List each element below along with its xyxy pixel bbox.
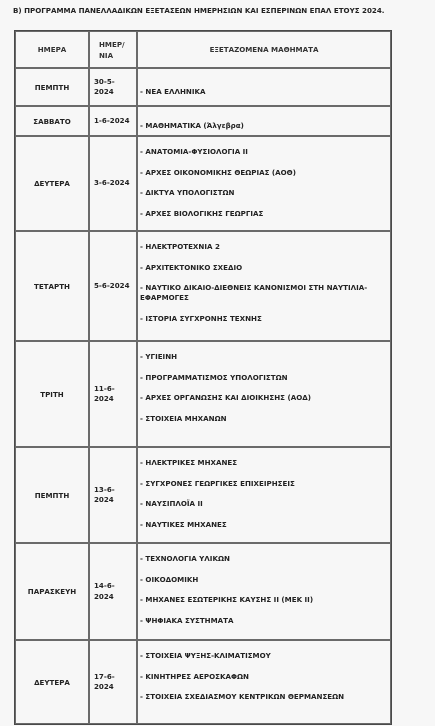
row-date — [89, 640, 137, 724]
table-row — [15, 231, 391, 341]
subject-item: - ΣΥΓΧΡΟΝΕΣ ΓΕΩΡΓΙΚΕΣ ΕΠΙΧΕΙΡΗΣΕΙΣ — [140, 478, 295, 488]
subject-item: - ΑΡΧΕΣ ΒΙΟΛΟΓΙΚΗΣ ΓΕΩΡΓΙΑΣ — [140, 208, 264, 218]
row-subjects — [137, 231, 391, 341]
row-date-line1: 3-6-2024 — [94, 178, 130, 188]
row-day: ΤΡΙΤΗ — [15, 341, 89, 447]
exam-schedule-table — [14, 30, 392, 725]
table-row — [15, 447, 391, 543]
subject-item: - ΑΡΧΕΣ ΟΡΓΑΝΩΣΗΣ ΚΑΙ ΔΙΟΙΚΗΣΗΣ (ΑΟΔ) — [140, 393, 311, 402]
subject-item: - ΣΤΟΙΧΕΙΑ ΜΗΧΑΝΩΝ — [140, 413, 227, 423]
row-date-line2: 2024 — [94, 87, 114, 96]
table-row — [15, 68, 391, 106]
header-date-line1: ΗΜΕΡ/ — [99, 39, 125, 49]
row-date-line1: 13-6- — [94, 484, 115, 494]
header-day: ΗΜΕΡΑ — [15, 31, 89, 68]
subject-item: - ΝΕΑ ΕΛΛΗΝΙΚΑ — [140, 87, 206, 96]
subject-item: - ΑΡΧΕΣ ΟΙΚΟΝΟΜΙΚΗΣ ΘΕΩΡΙΑΣ (ΑΟΘ) — [140, 167, 296, 177]
subject-item: - ΑΝΑΤΟΜΙΑ-ΦΥΣΙΟΛΟΓΙΑ ΙΙ — [140, 147, 248, 156]
subject-item: - ΥΓΙΕΙΝΗ — [140, 352, 178, 361]
row-date-line1: 14-6- — [94, 581, 115, 590]
row-date — [89, 68, 137, 106]
row-subjects — [137, 136, 391, 231]
subject-item: - ΝΑΥΤΙΚΟ ΔΙΚΑΙΟ-ΔΙΕΘΝΕΙΣ ΚΑΝΟΝΙΣΜΟΙ ΣΤΗ ΝΑΥΤΙΛΙΑ-ΕΦΑΡΜΟΓΕΣ — [140, 283, 368, 302]
table-row — [15, 543, 391, 640]
table-body — [15, 68, 391, 724]
row-subjects — [137, 447, 391, 543]
table-row — [15, 640, 391, 724]
row-subjects — [137, 106, 391, 136]
row-date — [89, 231, 137, 341]
subject-item: - ΨΗΦΙΑΚΑ ΣΥΣΤΗΜΑΤΑ — [140, 615, 234, 625]
header-subjects: ΕΞΕΤΑΖΟΜΕΝΑ ΜΑΘΗΜΑΤΑ — [137, 31, 391, 68]
subject-item: - ΗΛΕΚΤΡΙΚΕΣ ΜΗΧΑΝΕΣ — [140, 458, 238, 467]
header-date-line2: ΝΙΑ — [99, 50, 114, 60]
subject-item: - ΤΕΧΝΟΛΟΓΙΑ ΥΛΙΚΩΝ — [140, 554, 230, 563]
row-day: ΠΑΡΑΣΚΕΥΗ — [15, 543, 89, 640]
subject-item: - ΙΣΤΟΡΙΑ ΣΥΓΧΡΟΝΗΣ ΤΕΧΝΗΣ — [140, 313, 262, 323]
row-date-line2: 2024 — [94, 682, 114, 691]
row-subjects — [137, 640, 391, 724]
subject-item: - ΝΑΥΣΙΠΛΟΪΑ ΙΙ — [140, 499, 203, 508]
row-subjects — [137, 543, 391, 640]
row-date-line1: 17-6- — [94, 671, 115, 681]
row-date — [89, 543, 137, 640]
row-day: ΠΕΜΠΤΗ — [15, 68, 89, 106]
subject-item: - ΝΑΥΤΙΚΕΣ ΜΗΧΑΝΕΣ — [140, 519, 227, 529]
page-heading: Β) ΠΡΟΓΡΑΜΜΑ ΠΑΝΕΛΛΑΔΙΚΩΝ ΕΞΕΤΑΣΕΩΝ ΗΜΕΡΗΣΙΩΝ ΚΑΙ ΕΣΠΕΡΙΝΩΝ ΕΠΑΛ ΕΤΟΥΣ 2024. — [13, 6, 385, 15]
row-date-line2: 2024 — [94, 394, 114, 403]
row-day: ΠΕΜΠΤΗ — [15, 447, 89, 543]
row-subjects — [137, 341, 391, 447]
subject-item: - ΣΤΟΙΧΕΙΑ ΣΧΕΔΙΑΣΜΟΥ ΚΕΝΤΡΙΚΩΝ ΘΕΡΜΑΝΣΕΩΝ — [140, 692, 345, 701]
table-header-row — [15, 31, 391, 68]
subject-item: - ΣΤΟΙΧΕΙΑ ΨΥΞΗΣ-ΚΛΙΜΑΤΙΣΜΟΥ — [140, 651, 271, 660]
row-date-line1: 11-6- — [94, 383, 115, 393]
subject-item: - ΟΙΚΟΔΟΜΙΚΗ — [140, 574, 199, 584]
table-row — [15, 106, 391, 136]
row-date — [89, 136, 137, 231]
row-date — [89, 106, 137, 136]
subject-item: - ΠΡΟΓΡΑΜΜΑΤΙΣΜΟΣ ΥΠΟΛΟΓΙΣΤΩΝ — [140, 372, 288, 382]
row-date-line1: 5-6-2024 — [94, 280, 130, 290]
header-date — [89, 31, 137, 68]
row-date — [89, 447, 137, 543]
subject-item: - ΑΡΧΙΤΕΚΤΟΝΙΚΟ ΣΧΕΔΙΟ — [140, 262, 243, 272]
row-date — [89, 341, 137, 447]
subject-item: - ΜΑΘΗΜΑΤΙΚΑ (Άλγεβρα) — [140, 121, 244, 130]
row-day: ΣΑΒΒΑΤΟ — [15, 106, 89, 136]
table-row — [15, 136, 391, 231]
subject-item: - ΗΛΕΚΤΡΟΤΕΧΝΙΑ 2 — [140, 242, 220, 251]
row-date-line2: 2024 — [94, 591, 114, 601]
subject-item: - ΜΗΧΑΝΕΣ ΕΣΩΤΕΡΙΚΗΣ ΚΑΥΣΗΣ ΙΙ (ΜΕΚ ΙΙ) — [140, 595, 314, 604]
table-row — [15, 341, 391, 447]
subject-item: - ΔΙΚΤΥΑ ΥΠΟΛΟΓΙΣΤΩΝ — [140, 188, 235, 197]
row-day: ΤΕΤΑΡΤΗ — [15, 231, 89, 341]
row-date-line1: 30-5- — [94, 76, 115, 86]
row-date-line2: 2024 — [94, 495, 114, 504]
row-day: ΔΕΥΤΕΡΑ — [15, 136, 89, 231]
row-subjects — [137, 68, 391, 106]
row-day: ΔΕΥΤΕΡΑ — [15, 640, 89, 724]
row-date-line1: 1-6-2024 — [94, 115, 130, 125]
subject-item: - ΚΙΝΗΤΗΡΕΣ ΑΕΡΟΣΚΑΦΩΝ — [140, 671, 249, 681]
